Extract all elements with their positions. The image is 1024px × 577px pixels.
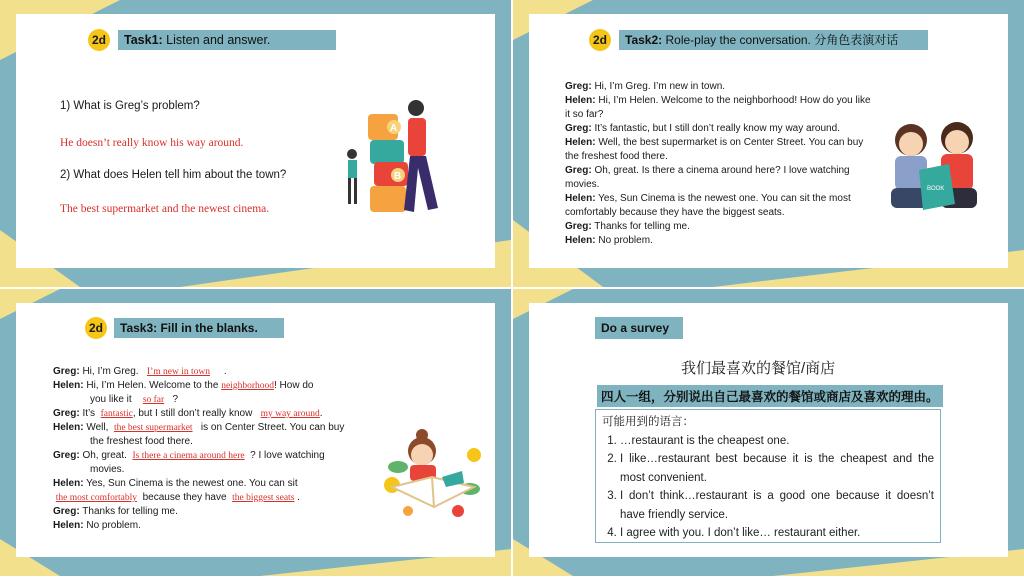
- answer-blank: I’m new in town: [146, 367, 210, 377]
- block-b-letter: B: [394, 171, 402, 182]
- line-text: ? I love watching: [250, 450, 325, 461]
- line-text: the freshest food there.: [90, 436, 193, 447]
- section-badge: 2d: [88, 29, 110, 51]
- line-text: Yes, Sun Cinema is the newest one. You can sit: [83, 478, 298, 489]
- dialogue-line: [565, 234, 871, 248]
- line-text: Thanks for telling me.: [79, 506, 178, 517]
- survey-instruction: 四人一组，分别说出自己最喜欢的餐馆或商店及喜欢的理由。: [597, 385, 943, 407]
- slide-1[interactable]: [0, 0, 511, 287]
- task-text: Listen and answer.: [162, 33, 271, 47]
- speaker: Greg:: [53, 366, 80, 377]
- list-item: 3. I don’t think…restaurant is a good one because it doesn’t have friendly service.: [620, 487, 934, 524]
- answer-blank: the most comfortably: [55, 493, 138, 503]
- dialogue-line: Greg: It’s fantastic, but I still don’t really know my way around.: [53, 408, 323, 419]
- speaker: Helen:: [53, 422, 84, 433]
- block-a-letter: A: [390, 123, 398, 134]
- line-text: Hi, I’m Greg.: [79, 366, 139, 377]
- question-1: 1) What is Greg’s problem?: [60, 100, 200, 112]
- dialogue-line: [565, 192, 871, 220]
- speaker: Helen:: [565, 137, 596, 148]
- task-text: Role-play the conversation. 分角色表演对话: [662, 33, 899, 47]
- line-text: Yes, Sun Cinema is the newest one. You can sit the most comfortably because they have the biggest seats.: [565, 193, 851, 218]
- speaker: Helen:: [53, 520, 84, 531]
- line-text: because they have: [142, 492, 227, 503]
- answer-blank: fantastic: [100, 409, 133, 419]
- answer-blank: neighborhood: [221, 381, 274, 391]
- speaker: Helen:: [565, 193, 596, 204]
- dialogue-line: [53, 449, 383, 463]
- speaker: Greg:: [565, 123, 592, 134]
- dialogue-line: [53, 519, 383, 533]
- slide-2[interactable]: [513, 0, 1024, 287]
- list-item: 4. I agree with you. I don’t like… restaurant either.: [620, 524, 934, 543]
- line-text: No problem.: [595, 235, 653, 246]
- line-text: movies.: [90, 464, 125, 475]
- blocks-illustration: [338, 96, 450, 218]
- task-title: [619, 30, 928, 50]
- line-text: Well, the best supermarket is on Center Street. You can buy the freshest food there.: [565, 137, 864, 162]
- dialogue: [565, 80, 871, 248]
- list-item: 2. I like…restaurant best because it is the cheapest and the most convenient.: [620, 450, 934, 487]
- dialogue-line: [565, 80, 871, 94]
- speaker: Greg:: [53, 506, 80, 517]
- task-label: Task2:: [625, 33, 663, 47]
- girl-reading-illustration: [378, 425, 486, 523]
- line-text: ! How do: [274, 380, 314, 391]
- dialogue-line: [53, 379, 383, 393]
- answer-blank: so far: [142, 395, 165, 405]
- speaker: Greg:: [53, 408, 80, 419]
- speaker: Greg:: [53, 450, 80, 461]
- line-text: Hi, I’m Helen. Welcome to the: [83, 380, 222, 391]
- line-text: No problem.: [83, 520, 141, 531]
- answer-blank: Is there a cinema around here: [132, 451, 245, 461]
- answer-1: He doesn’t really know his way around.: [60, 137, 244, 149]
- section-badge: 2d: [85, 317, 107, 339]
- speaker: Helen:: [53, 380, 84, 391]
- dialogue-line: [565, 122, 871, 136]
- survey-tag: Do a survey: [595, 317, 683, 339]
- dialogue-line: [53, 421, 383, 435]
- kids-reading-illustration: [885, 118, 985, 220]
- fill-blank-dialogue: [53, 365, 383, 533]
- dialogue-line: [53, 505, 383, 519]
- line-text: Well,: [83, 422, 109, 433]
- answer-2: The best supermarket and the newest cinema.: [60, 203, 270, 215]
- line-text: It’s fantastic, but I still don’t really know my way around.: [591, 123, 840, 134]
- line-text: Oh, great.: [79, 450, 127, 461]
- list-heading: 可能用到的语言：: [602, 416, 694, 428]
- dialogue-line: [565, 220, 871, 234]
- line-text: you like it: [90, 394, 132, 405]
- slide-4[interactable]: [513, 289, 1024, 576]
- speaker: Helen:: [53, 478, 84, 489]
- dialogue-line: [53, 435, 383, 449]
- line-text: ?: [172, 394, 179, 405]
- speaker: Helen:: [565, 95, 596, 106]
- speaker: Helen:: [565, 235, 596, 246]
- book-label: BOOK: [927, 186, 945, 192]
- dialogue-line: Greg: Hi, I’m Greg. I’m new in town .: [53, 366, 227, 377]
- answer-blank: my way around: [260, 409, 320, 419]
- useful-language-box: [595, 409, 941, 543]
- line-text: Hi, I’m Greg. I’m new in town.: [591, 81, 726, 92]
- dialogue-line: [53, 393, 383, 407]
- slide-3[interactable]: [0, 289, 511, 576]
- dialogue-line: [565, 136, 871, 164]
- question-2: 2) What does Helen tell him about the town?: [60, 169, 287, 181]
- answer-blank: the biggest seats: [232, 493, 295, 503]
- task-title: [118, 30, 336, 50]
- line-text: It’s: [79, 408, 96, 419]
- dialogue-line: [565, 164, 871, 192]
- line-text: Oh, great. Is there a cinema around here? I love watching movies.: [565, 165, 850, 190]
- section-badge: 2d: [589, 29, 611, 51]
- speaker: Greg:: [565, 81, 592, 92]
- answer-blank: the best supermarket: [113, 423, 193, 433]
- speaker: Greg:: [565, 165, 592, 176]
- list-item: 1. …restaurant is the cheapest one.: [620, 432, 934, 451]
- line-text: Thanks for telling me.: [591, 221, 690, 232]
- dialogue-line: the most comfortably because they have the biggest seats .: [55, 492, 300, 503]
- line-text: , but I still don’t really know: [132, 408, 253, 419]
- speaker: Greg:: [565, 221, 592, 232]
- dialogue-line: [53, 463, 383, 477]
- task-label: Task1:: [124, 33, 163, 47]
- survey-title: 我们最喜欢的餐馆/商店: [681, 360, 836, 377]
- dialogue-line: [53, 477, 383, 491]
- task-title: Task3: Fill in the blanks.: [114, 318, 284, 338]
- dialogue-line: [565, 94, 871, 122]
- useful-language-list: [602, 432, 934, 543]
- line-text: is on Center Street. You can buy: [200, 422, 345, 433]
- line-text: Hi, I’m Helen. Welcome to the neighborhood! How do you like it so far?: [565, 95, 871, 120]
